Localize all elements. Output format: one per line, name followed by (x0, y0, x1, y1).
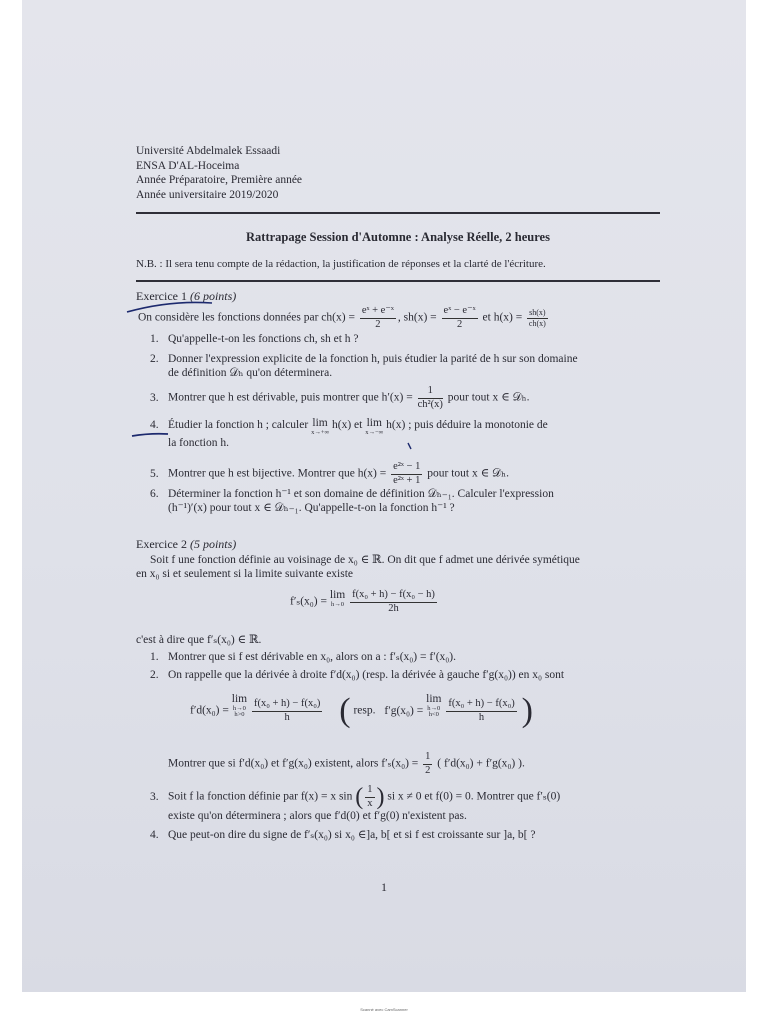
ex2-question-1: 1. Montrer que si f est dérivable en x₀, alors on a : f′ₛ(x₀) = f′(x₀). (150, 651, 456, 663)
one-sided-derivatives: f′d(x₀) = lim h→0 h>0 $\frac{\text{f(x₀ + h) − f(x₀)}}{h}$ ( resp. f′g(x₀) = lim h→0 h<0 $\frac{\text{f(x₀ + h) − f(x₀)}}{h}$ ) (190, 692, 533, 729)
ex2-question-2: 2. On rappelle que la dérivée à droite f′d(x₀) (resp. la dérivée à gauche f′g(x₀)) en x₀ sont (150, 669, 565, 681)
scanner-watermark: Scanné avec CamScanner (360, 1007, 408, 1012)
exercise-2-intro: Soit f une fonction définie au voisinage de x₀ ∈ ℝ. On dit que f admet une dérivée symétique en x₀ si et seulement si la limite suivante existe (136, 554, 580, 580)
tanh-fraction: $\frac{\text{e²ˣ − 1}}{\text{e²ˣ + 1}}$ (393, 461, 421, 486)
symmetric-derivative-definition: f′ₛ(x₀) = lim h→0 $\frac{\text{f(x₀ + h) − f(x₀ − h)}}{2h}$ (290, 589, 435, 614)
limit-minus-infinity: lim x→−∞ (365, 417, 384, 436)
h-fraction: $\frac{sh(x)}{ch(x)}$ (528, 307, 546, 328)
header-line: ENSA D'AL-Hoceima (136, 159, 240, 172)
ex2-question-4: 4. Que peut-on dire du signe de f′ₛ(x₀) si x₀ ∈]a, b[ et si f est croissante sur ]a, b[ ? (150, 829, 536, 841)
intro-text: , sh(x) = (397, 311, 437, 324)
ch-fraction: $\frac{\text{eˣ + e⁻ˣ}}{2}$ (361, 305, 394, 330)
header-line: Année Préparatoire, Première année (136, 174, 303, 186)
ex1-question-2: 2. Donner l'expression explicite de la fonction h, puis étudier la parité de h sur son domaine de définition 𝒟ₕ qu'on déterminera. (150, 353, 578, 379)
exercise-1-title: Exercice 1 (136, 289, 187, 303)
ex1-question-4: 4. Étudier la fonction h ; calculer lim x→+∞ h(x) et lim x→−∞ h(x) ; puis déduire la monotonie de la fonction h. (150, 417, 548, 449)
header-line: Université Abdelmalek Essaadi (136, 145, 281, 157)
definition-remark: c'est à dire que f′ₛ(x₀) ∈ ℝ. (136, 634, 262, 646)
exercise-2-title: Exercice 2 (136, 537, 187, 551)
ink-underline (127, 302, 212, 312)
ex1-question-1: 1. Qu'appelle-t-on les fonctions ch, sh et h ? (150, 333, 359, 345)
exam-note: N.B. : Il sera tenu compte de la rédaction, la justification de réponses et la clarté de l'écriture. (136, 258, 546, 270)
intro-text: et h(x) = (482, 311, 523, 324)
exercise-2-points: (5 points) (189, 537, 237, 551)
intro-text: On considère les fonctions données par ch(x) = (138, 311, 355, 324)
exercise-1-points: (6 points) (189, 289, 237, 303)
h-prime-fraction: $\frac{1}{\text{ch²(x)}}$ (417, 385, 443, 410)
header-line: Année universitaire 2019/2020 (136, 188, 279, 201)
ink-tick (408, 443, 411, 449)
ex1-question-5: 5. Montrer que h est bijective. Montrer que h(x) = $\frac{\text{e²ˣ − 1}}{\text{e²ˣ + 1}}$ pour tout x ∈ 𝒟ₕ. (150, 461, 509, 486)
ex2-question-2-conclusion: Montrer que si f′d(x₀) et f′g(x₀) existent, alors f′ₛ(x₀) = $\frac{1}{2}$ ( f′d(x₀) + f′g(x₀) ). (168, 751, 525, 776)
ex2-question-3: 3. Soit f la fonction définie par f(x) = x sin ( $\frac{1}{x}$ ) si x ≠ 0 et f(0) = 0. Montrer que f′ₛ(0) existe qu'on déterminera ; alors que f′d(0) et f′g(0) n'existent pas. (150, 784, 561, 822)
ex1-question-6: 6. Déterminer la fonction h⁻¹ et son domaine de définition 𝒟ₕ₋₁. Calculer l'expression (h⁻¹)′(x) pour tout x ∈ 𝒟ₕ₋₁. Qu'appelle-t-on la fonction h⁻¹ ? (150, 488, 554, 514)
ink-dash (132, 434, 168, 436)
limit-plus-infinity: lim x→+∞ (311, 417, 330, 436)
ex1-question-3: 3. Montrer que h est dérivable, puis montrer que h′(x) = $\frac{1}{\text{ch²(x)}}$ pour tout x ∈ 𝒟ₕ. (150, 385, 530, 410)
exam-title: Rattrapage Session d'Automne : Analyse Réelle, 2 heures (246, 230, 550, 244)
sh-fraction: $\frac{\text{eˣ − e⁻ˣ}}{2}$ (443, 305, 476, 330)
page-number: 1 (381, 880, 387, 894)
